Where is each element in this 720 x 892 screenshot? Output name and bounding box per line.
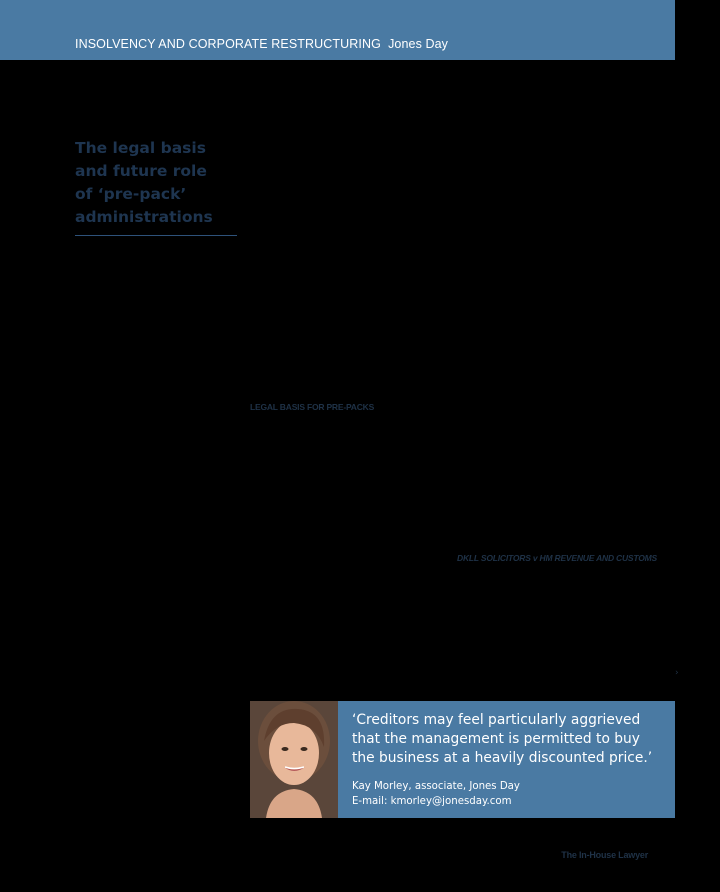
quote-author: Kay Morley, associate, Jones Day <box>352 781 520 792</box>
header-bar <box>0 0 675 60</box>
title-line: administrations <box>75 208 213 226</box>
pull-quote <box>352 711 667 768</box>
pull-quote-box <box>250 701 675 818</box>
running-header: INSOLVENCY AND CORPORATE RESTRUCTURING Jones Day <box>75 37 449 51</box>
section-heading-legal-basis: LEGAL BASIS FOR PRE-PACKS <box>250 402 375 412</box>
section-heading-case: DKLL SOLICITORS v HM REVENUE AND CUSTOMS <box>457 553 657 563</box>
title-divider <box>75 235 237 236</box>
continue-arrow-icon: › <box>675 668 679 678</box>
quote-line: that the management is permitted to buy <box>352 731 640 747</box>
article-title <box>75 137 245 229</box>
author-portrait <box>250 701 338 818</box>
footer-publication: The In-House Lawyer <box>561 850 648 860</box>
title-line: and future role <box>75 162 207 180</box>
title-line: The legal basis <box>75 139 206 157</box>
portrait-icon <box>250 701 338 818</box>
quote-email[interactable]: E-mail: kmorley@jonesday.com <box>352 796 512 807</box>
quote-line: the business at a heavily discounted price.’ <box>352 750 653 766</box>
quote-line: ‘Creditors may feel particularly aggrieved <box>352 712 641 728</box>
title-line: of ‘pre-pack’ <box>75 185 187 203</box>
